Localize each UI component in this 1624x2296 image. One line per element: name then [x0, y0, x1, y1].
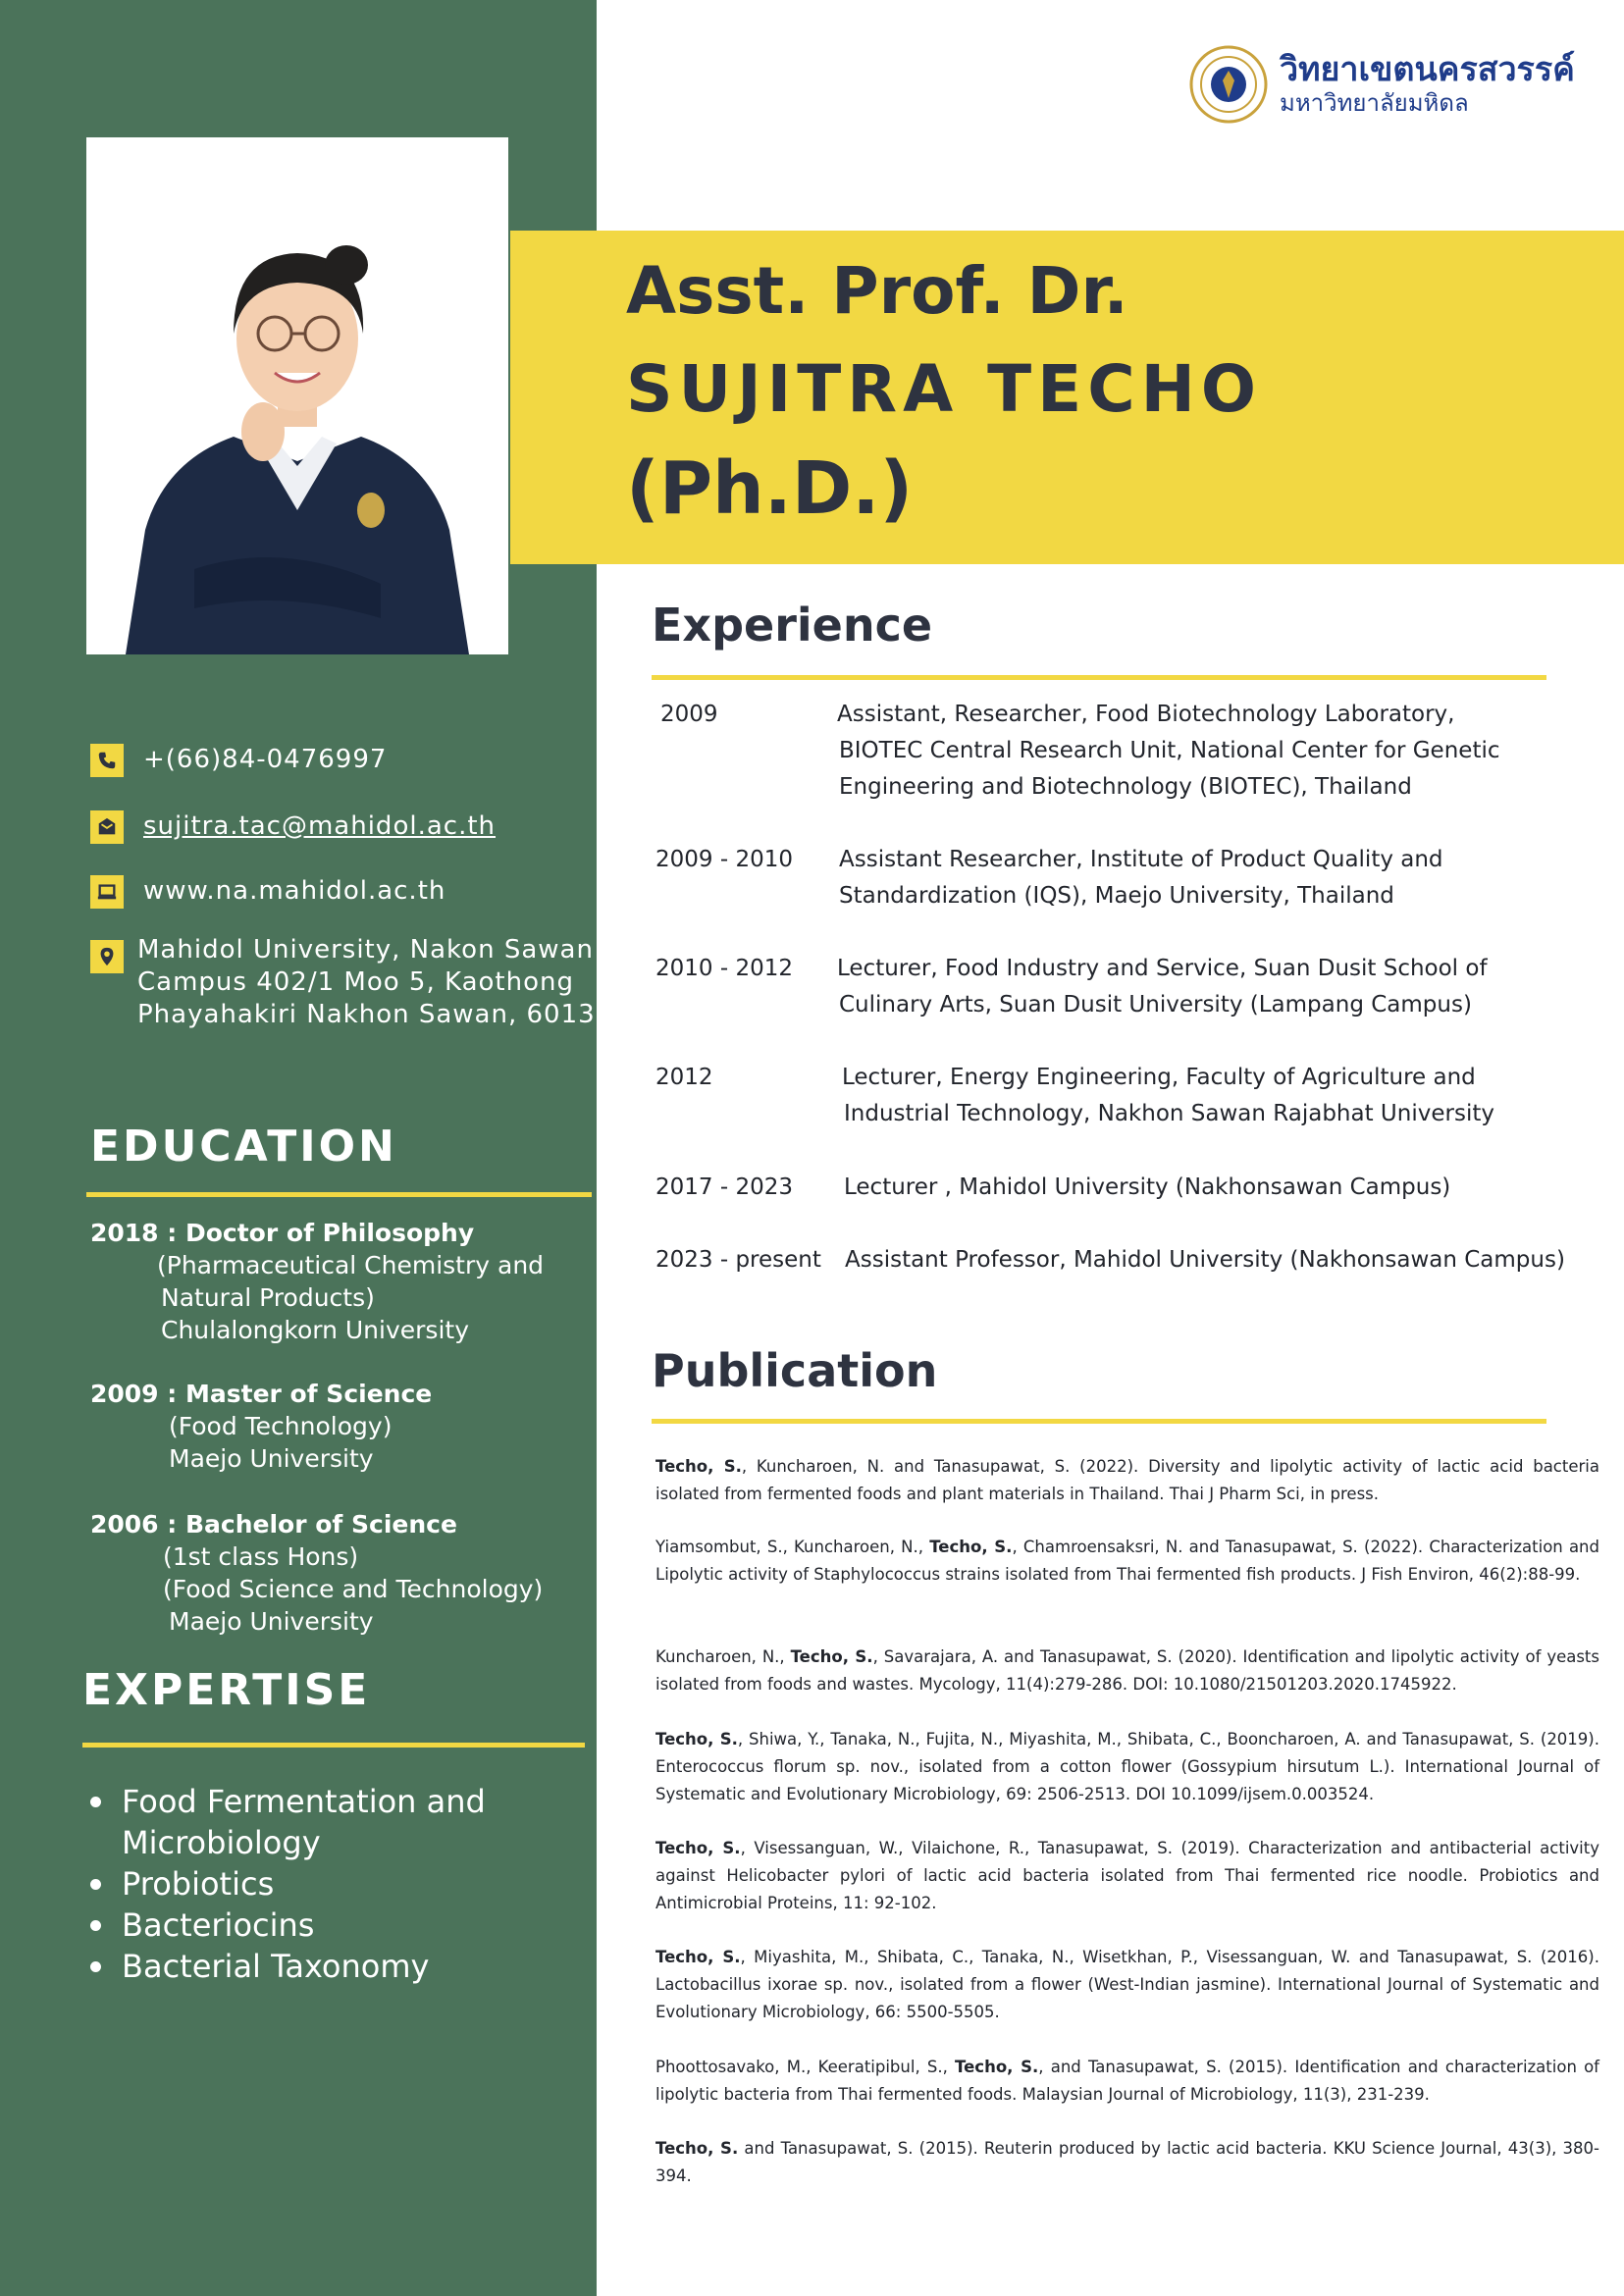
- education-item: [90, 1217, 544, 1346]
- publication-divider: [652, 1419, 1546, 1424]
- experience-year: 2009: [660, 702, 718, 727]
- experience-description: Lecturer, Energy Engineering, Faculty of Agriculture and Industrial Technology, Nakhon Sawan Rajabhat University: [842, 1065, 1494, 1126]
- university-logo: [1189, 45, 1575, 124]
- expertise-item: Bacterial Taxonomy: [90, 1946, 486, 1987]
- publication-entry: Phoottosavako, M., Keeratipibul, S., Techo, S., and Tanasupawat, S. (2015). Identification and characterization of lipolytic bacteria from Thai fermented foods. Malaysian Journal of Microbiology, 11(3), 231-239.: [655, 2058, 1599, 2104]
- profile-photo: [86, 137, 508, 654]
- contact-phone: [90, 744, 387, 777]
- experience-year: 2017 - 2023: [655, 1174, 793, 1200]
- degree-institution: Maejo University: [169, 1444, 374, 1473]
- experience-entry: [655, 842, 1443, 914]
- publication-entry: Yiamsombut, S., Kuncharoen, N., Techo, S., Chamroensaksri, N. and Tanasupawat, S. (2022). Characterization and Lipolytic activity of Staphylococcus strains isolated from Thai fermented fish products. J Fish Environ, 46(2):88-99.: [655, 1538, 1599, 1584]
- education-heading: EDUCATION: [90, 1122, 397, 1172]
- address-line-1: Mahidol University, Nakon Sawan: [137, 935, 594, 965]
- degree-institution: Chulalongkorn University: [161, 1316, 469, 1344]
- degree-title: 2006 : Bachelor of Science: [90, 1510, 457, 1539]
- logo-title: วิทยาเขตนครสวรรค์: [1280, 50, 1575, 89]
- experience-entry: [660, 697, 1500, 806]
- expertise-item: Food Fermentation and Microbiology: [90, 1781, 486, 1863]
- experience-entry: [655, 951, 1488, 1023]
- degree-field: (Pharmaceutical Chemistry and: [157, 1251, 545, 1279]
- experience-description: Assistant Researcher, Institute of Product Quality and Standardization (IQS), Maejo University, Thailand: [839, 847, 1443, 909]
- publication-entry: Techo, S., Shiwa, Y., Tanaka, N., Fujita, N., Miyashita, M., Shibata, C., Booncharoen, A. and Tanasupawat, S. (2019). Enterococcus florum sp. nov., isolated from a cotton flower (Gossypium hirsutum L.). International Journal of Systematic and Evolutionary Microbiology, 69: 2506-2513. DOI 10.1099/ijsem.0.003524.: [655, 1730, 1599, 1803]
- contact-email: [90, 810, 496, 844]
- degree-suffix: (Ph.D.): [626, 446, 914, 531]
- publication-heading: Publication: [652, 1344, 938, 1397]
- experience-description: Assistant Professor, Mahidol University (Nakhonsawan Campus): [845, 1247, 1565, 1273]
- experience-year: 2012: [655, 1065, 713, 1090]
- website-link[interactable]: www.na.mahidol.ac.th: [143, 876, 446, 906]
- degree-field: Natural Products): [161, 1283, 375, 1312]
- expertise-list: [90, 1781, 486, 1987]
- education-item: [90, 1378, 432, 1475]
- academic-title: Asst. Prof. Dr.: [626, 253, 1128, 329]
- experience-heading: Experience: [652, 599, 933, 652]
- contact-address: [90, 934, 612, 1031]
- experience-year: 2023 - present: [655, 1247, 821, 1273]
- publication-entry: Techo, S. and Tanasupawat, S. (2015). Reuterin produced by lactic acid bacteria. KKU Science Journal, 43(3), 380-394.: [655, 2139, 1599, 2185]
- experience-year: 2009 - 2010: [655, 847, 793, 872]
- contact-website: [90, 875, 445, 909]
- publication-entry: Techo, S., Kuncharoen, N. and Tanasupawat, S. (2022). Diversity and lipolytic activity of lactic acid bacteria isolated from fermented foods and plant materials in Thailand. Thai J Pharm Sci, in press.: [655, 1457, 1599, 1503]
- expertise-divider: [82, 1743, 585, 1748]
- publication-entry: Kuncharoen, N., Techo, S., Savarajara, A. and Tanasupawat, S. (2020). Identification and lipolytic activity of yeasts isolated from foods and wastes. Mycology, 11(4):279-286. DOI: 10.1080/21501203.2020.1745922.: [655, 1647, 1600, 1694]
- experience-entry: [655, 1242, 1565, 1278]
- experience-entry: [655, 1060, 1494, 1132]
- degree-title: 2009 : Master of Science: [90, 1380, 433, 1408]
- expertise-heading: EXPERTISE: [82, 1665, 371, 1715]
- experience-year: 2010 - 2012: [655, 956, 793, 981]
- laptop-icon: [90, 875, 124, 909]
- expertise-item: Bacteriocins: [90, 1905, 486, 1946]
- map-pin-icon: [90, 940, 124, 973]
- education-divider: [86, 1192, 592, 1197]
- envelope-icon: [90, 810, 124, 844]
- degree-field: (Food Science and Technology): [163, 1575, 544, 1603]
- degree-honors: (1st class Hons): [163, 1542, 359, 1571]
- address-line-2: Campus 402/1 Moo 5, Kaothong: [137, 967, 574, 997]
- degree-field: (Food Technology): [169, 1412, 393, 1440]
- experience-description: Assistant, Researcher, Food Biotechnology Laboratory, BIOTEC Central Research Unit, National Center for Genetic Engineering and Biotechnology (BIOTEC), Thailand: [837, 702, 1500, 800]
- degree-title: 2018 : Doctor of Philosophy: [90, 1219, 475, 1247]
- phone-number[interactable]: +(66)84-0476997: [143, 745, 388, 774]
- experience-divider: [652, 675, 1546, 680]
- experience-description: Lecturer , Mahidol University (Nakhonsawan Campus): [844, 1174, 1451, 1200]
- publication-entry: Techo, S., Visessanguan, W., Vilaichone, R., Tanasupawat, S. (2019). Characterization and antibacterial activity against Helicobacter pylori of lactic acid bacteria isolated from Thai fermented rice noodle. Probiotics and Antimicrobial Proteins, 11: 92-102.: [655, 1839, 1599, 1912]
- university-seal-icon: [1189, 45, 1268, 124]
- email-link[interactable]: sujitra.tac@mahidol.ac.th: [143, 811, 497, 841]
- person-name: SUJITRA TECHO: [626, 351, 1263, 427]
- degree-institution: Maejo University: [169, 1607, 374, 1636]
- publication-entry: Techo, S., Miyashita, M., Shibata, C., Tanaka, N., Wisetkhan, P., Visessanguan, W. and Tanasupawat, S. (2016). Lactobacillus ixorae sp. nov., isolated from a flower (West-Indian jasmine). International Journal of Systematic and Evolutionary Microbiology, 66: 5500-5505.: [655, 1948, 1599, 2021]
- experience-entry: [655, 1170, 1450, 1206]
- experience-description: Lecturer, Food Industry and Service, Suan Dusit School of Culinary Arts, Suan Dusit University (Lampang Campus): [837, 956, 1488, 1018]
- expertise-item: Probiotics: [90, 1863, 486, 1905]
- address-line-3: Phayahakiri Nakhon Sawan, 60130: [137, 1000, 613, 1029]
- phone-icon: [90, 744, 124, 777]
- logo-subtitle: มหาวิทยาลัยมหิดล: [1280, 89, 1469, 117]
- education-item: [90, 1508, 543, 1638]
